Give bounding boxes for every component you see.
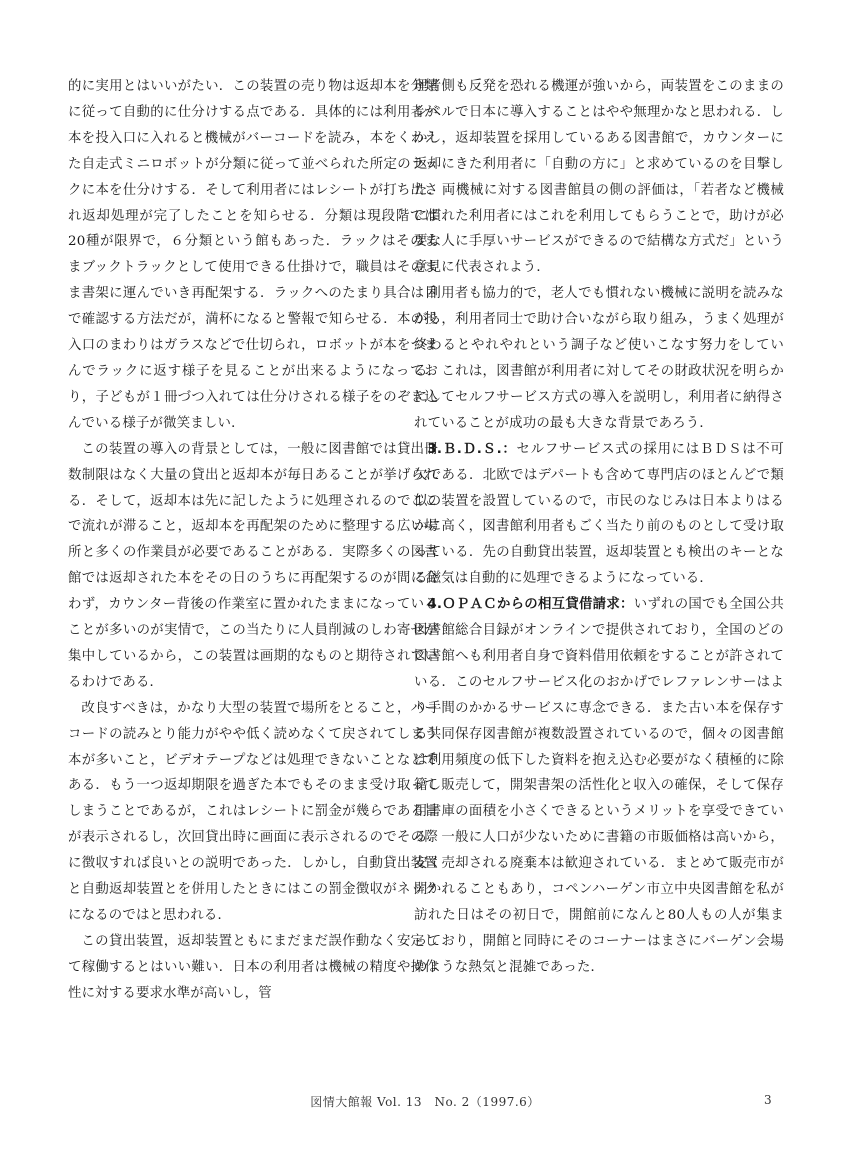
paragraph: 的に実用とはいいがたい．この装置の売り物は返却本を分類に従って自動的に仕分けする点である．具体的には利用者が本を投入口に入れると機械がバーコードを読み，本をくわえた自走式ミニロボットが分類に従って並べられた所定のラックに本を仕分けする．そして利用者にはレシートが打ち出され返却処理が完了したことを知らせる．分類は現段階では20種が限界で，６分類という館もあった．ラックはそのままブックトラックとして使用できる仕掛けで，職員はそのまま書架に運んでいき再配架する．ラックへのたまり具合は目で確認する方法だが，満杯になると警報で知らせる．本の投入口のまわりはガラスなどで仕切られ，ロボットが本をつまんでラックに返す様子を見ることが出来るようになっており，子どもが１冊づつ入れては仕分けされる様子をのぞき込んでいる様子が微笑ましい． [68, 79, 438, 431]
right-column [414, 74, 784, 981]
section-paragraph-bds [414, 437, 784, 592]
section-paragraph-opac [414, 592, 784, 981]
paragraph: この貸出装置，返却装置ともにまだまだ誤作動なく安定して稼働するとはいい難い．日本の利用者は機械の精度や操作性に対する要求水準が高いし，管 [68, 933, 438, 1001]
left-column [68, 74, 438, 1007]
paragraph: 理者側も反発を恐れる機運が強いから，両装置をこのままのレベルで日本に導入することはやや無理かなと思われる．しかし，返却装置を採用しているある図書館で，カウンターに返却にきた利用者に「自動の方に」と求めているのを目撃した．両機械に対する図書館員の側の評価は，「若者など機械に慣れた利用者にはこれを利用してもらうことで，助けが必要な人に手厚いサービスができるので結構な方式だ」という意見に代表されよう． [414, 79, 784, 276]
section-heading-opac: 4.ＯＰＡＣからの相互貸借請求： [427, 597, 634, 613]
paragraph: この装置の導入の背景としては，一般に図書館では貸出冊数制限はなく大量の貸出と返却本が毎日あることが挙げられる．そして，返却本は先に記したように処理されるのでここで流れが滞ること，返却本を再配架のために整理する広い場所と多くの作業員が必要であることがある．実際多くの図書館では返却された本をその日のうちに再配架するのが間に合わず，カウンター背後の作業室に置かれたままになっていることが多いのが実情で，この当たりに人員削減のしわ寄せが集中しているから，この装置は画期的なものと期待されているわけである． [68, 441, 438, 690]
paragraph: 利用者も協力的で，老人でも慣れない機械に説明を読みながら，利用者同士で助け合いながら取り組み，うまく処理が終わるとやれやれという調子など使いこなす努力をしている．これは，図書館が利用者に対してその財政状況を明らかにしてセルフサービス方式の導入を説明し，利用者に納得されていることが成功の最も大きな背景であろう． [414, 286, 784, 431]
section-body-opac: いずれの国でも全国公共図書館総合目録がオンラインで提供されており，全国のどの図書館へも利用者自身で資料借用依頼をすることが許されている．このセルフサービス化のおかげでレファレンサーはより手間のかかるサービスに専念できる．また古い本を保存する共同保存図書館が複数設置されているので，個々の図書館は利用頻度の低下した資料を抱え込む必要がなく積極的に除籍し販売して，開架書架の活性化と収入の確保，そして保存用書庫の面積を小さくできるというメリットを享受できている．一般に人口が少ないために書籍の市販価格は高いから，安く売却される廃棄本は歓迎されている．まとめて販売市が開かれることもあり，コペンハーゲン市立中央図書館を私が訪れた日はその初日で，開館前になんと80人もの人が集まっており，開館と同時にそのコーナーはまさにバーゲン会場のような熱気と混雑であった． [414, 597, 784, 975]
page-number: 3 [764, 1093, 772, 1107]
section-body-bds: セルフサービス式の採用にはＢＤＳは不可欠である．北欧ではデパートも含めて専門店のほとんどで類似の装置を設置しているので，市民のなじみは日本よりはるかに高く，図書館利用者もごく当たり前のものとして受け取っている．先の自動貸出装置，返却装置とも検出のキーとなる磁気は自動的に処理できるようになっている． [414, 441, 784, 587]
paragraph: 改良すべきは，かなり大型の装置で場所をとること，バーコードの読みとり能力がやや低く読めなくて戻されてしまう本が多いこと，ビデオテープなどは処理できないことなどである．もう一つ返却期限を過ぎた本でもそのまま受け取ってしまうことであるが，これはレシートに罰金が幾らである旨が表示されるし，次回貸出時に画面に表示されるのでその際に徴収すれば良いとの説明であった．しかし，自動貸出装置と自動返却装置とを併用したときにはこの罰金徴収がネックになるのではと思われる． [68, 700, 438, 923]
section-heading-bds: 3.Ｂ.Ｄ.Ｓ.： [427, 441, 517, 457]
journal-citation: 図情大館報 Vol. 13 No. 2（1997.6） [310, 1095, 540, 1109]
